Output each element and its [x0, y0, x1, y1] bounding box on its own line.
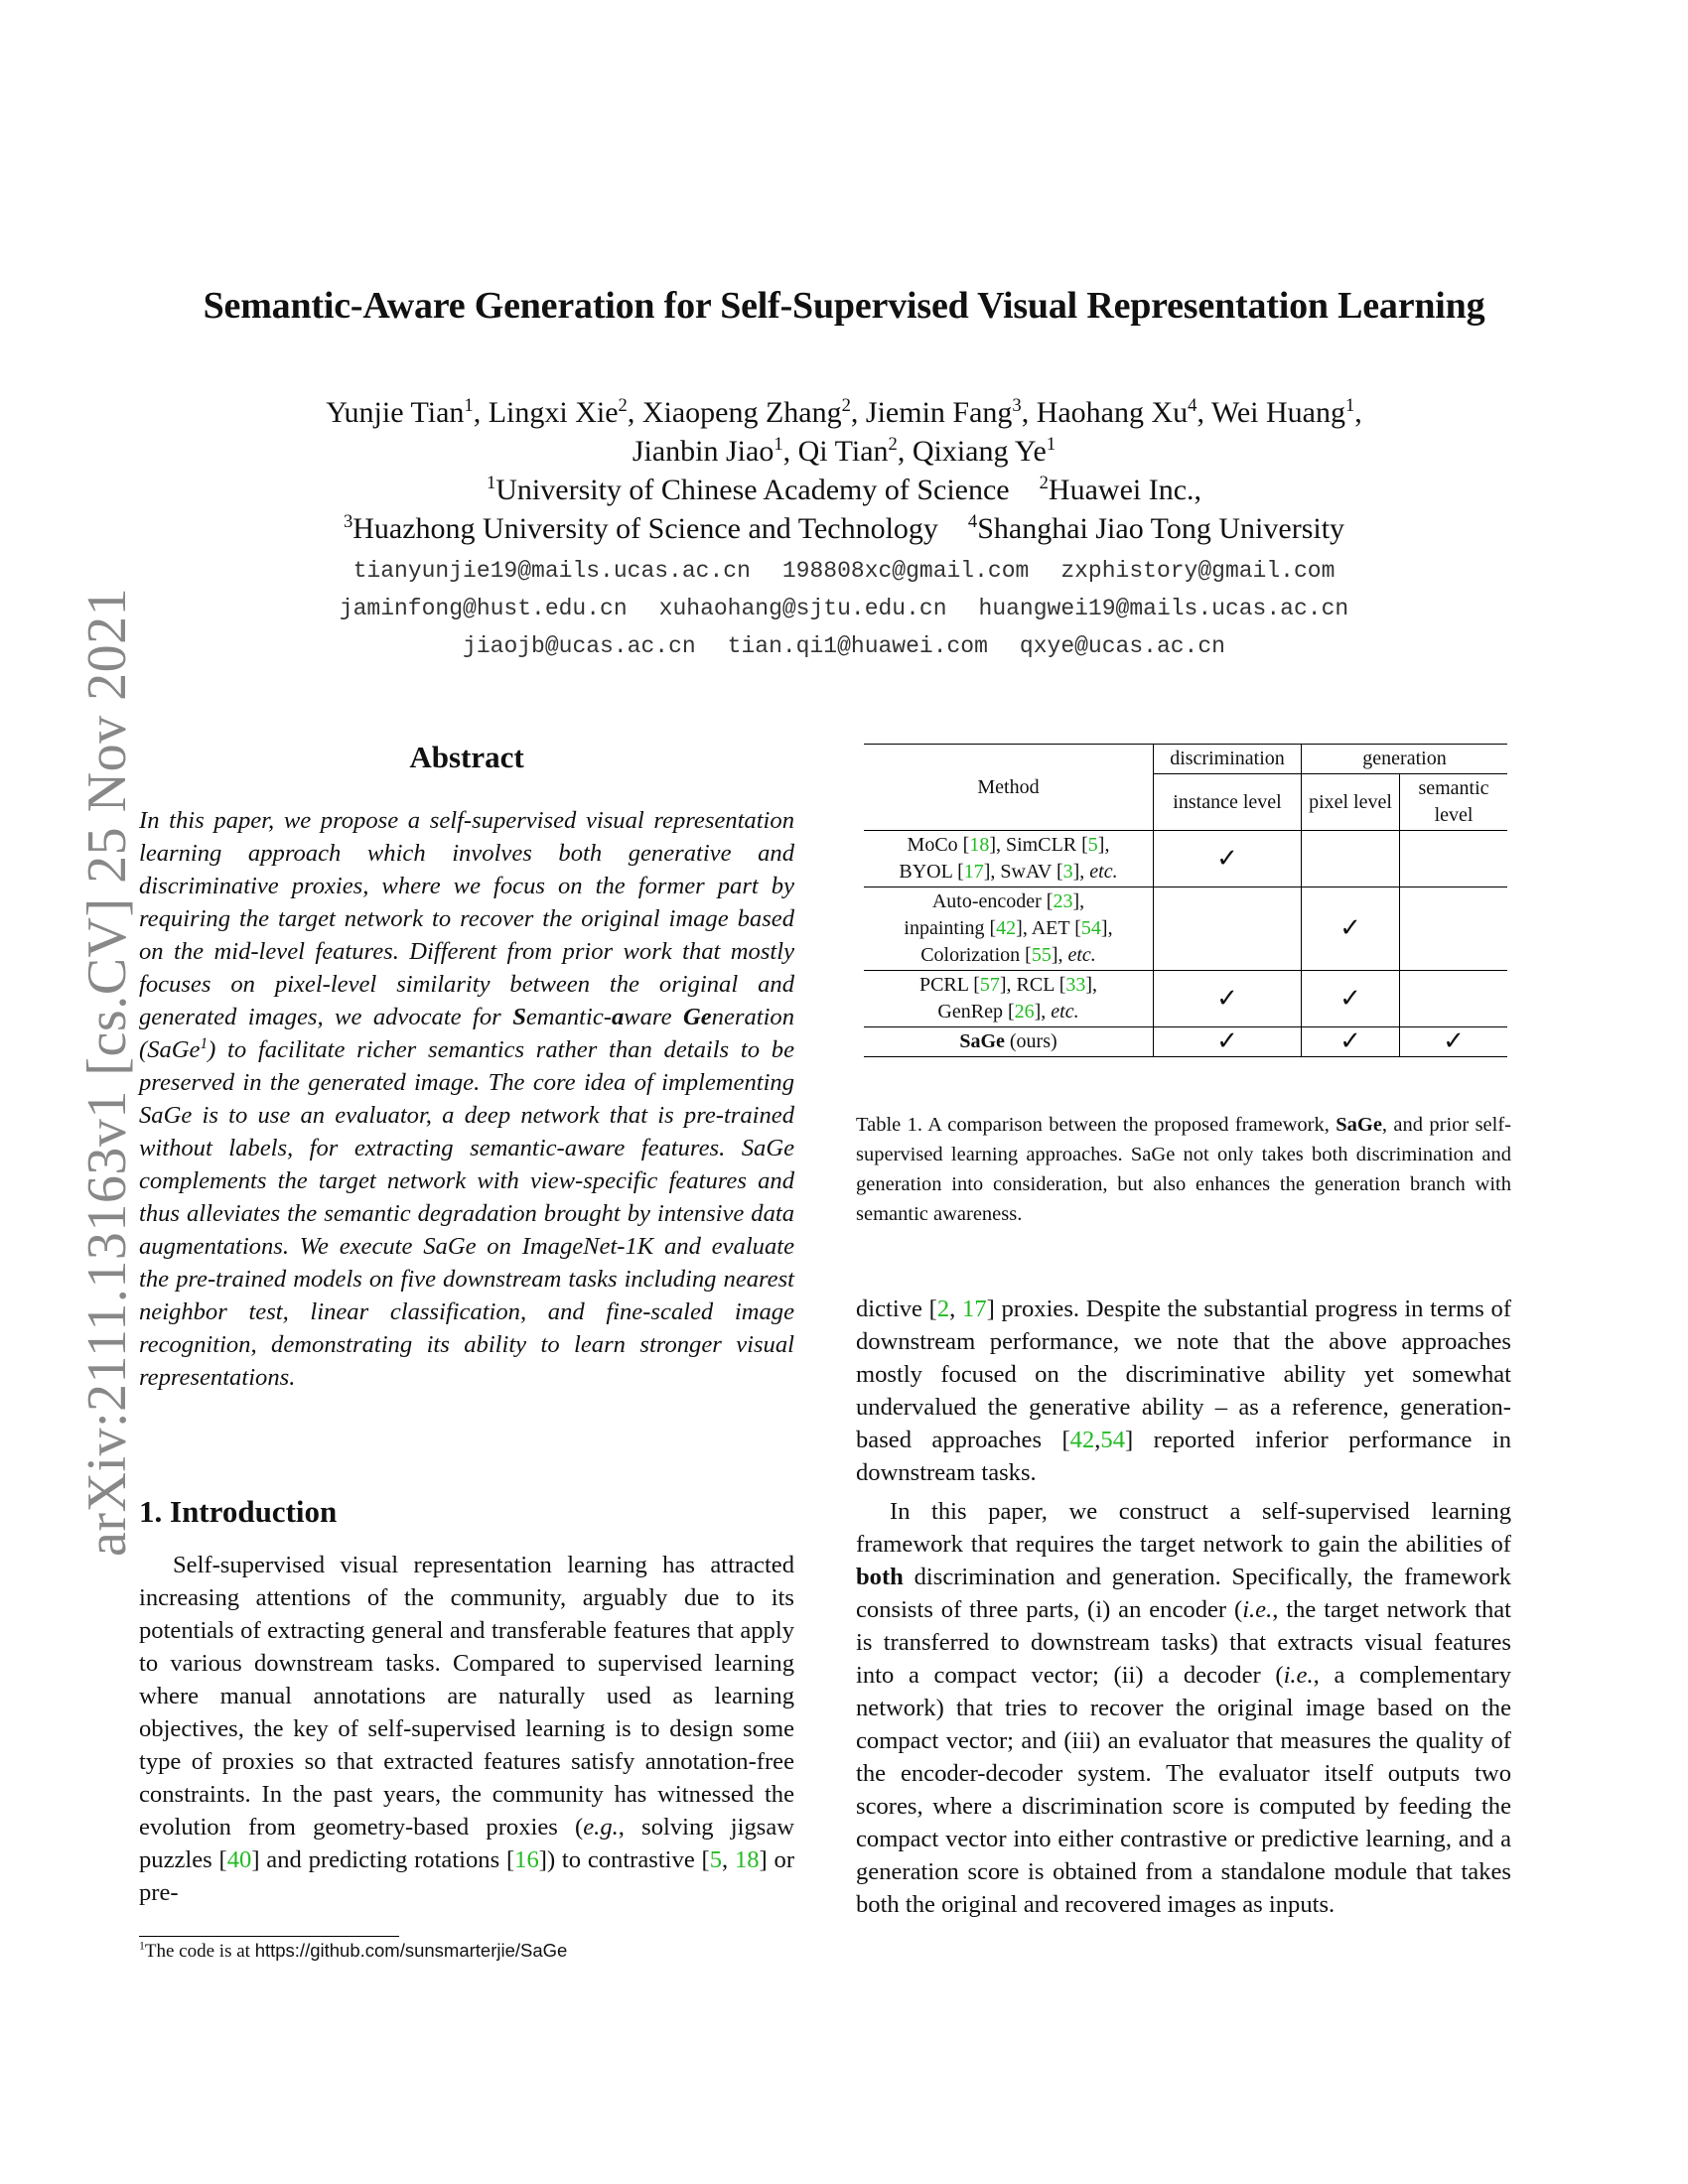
method-sage: SaGe: [959, 1030, 1005, 1052]
check-mark: ✓: [1443, 1026, 1465, 1056]
affiliation-sup: 1: [486, 473, 496, 493]
citation-link[interactable]: 16: [514, 1846, 539, 1873]
abstract-sage-bold: S: [512, 1004, 526, 1030]
citation-link[interactable]: 42: [996, 917, 1017, 939]
author-sup: 4: [1188, 395, 1197, 416]
email-address: jaminfong@hust.edu.cn: [339, 596, 628, 621]
footnote-url-link[interactable]: https://github.com/sunsmarterjie/SaGe: [254, 1940, 568, 1961]
abstract-text: neration (SaGe: [139, 1004, 794, 1063]
right-paragraph: dictive [2, 17] proxies. Despite the substantial progress in terms of downstream performance, we note that the above approaches mostly focused on the discriminative ability yet somewhat undervalued the generative ability – as a reference, generation-based approaches [42,54] reported inferior performance in downstream tasks.: [856, 1296, 1512, 1486]
body-bold: both: [856, 1564, 904, 1590]
citation-link[interactable]: 54: [1100, 1427, 1126, 1453]
check-mark: ✓: [1154, 1027, 1302, 1057]
abstract-sage-bold: a: [611, 1004, 625, 1030]
table-header-method: Method: [864, 745, 1154, 831]
table-subheader-instance: instance level: [1154, 774, 1302, 831]
method-text: Colorization [: [920, 944, 1032, 966]
method-text: ],: [1072, 861, 1090, 883]
body-text: ,: [949, 1296, 963, 1322]
author-name: Qixiang Ye: [912, 435, 1047, 468]
author-sup: 3: [1012, 395, 1022, 416]
method-text: GenRep [: [937, 1001, 1015, 1023]
intro-text: Self-supervised visual representation learning has attracted increasing attentions of the community, arguably due to its potentials of extracting general and transferable features that apply to various downstream tasks. Compared to supervised learning where manual annotations are naturally used as learning objectives, the key of self-supervised learning is to design some type of proxies so that extracted features satisfy annotation-free constraints. In the past years, the community has witnessed the evolution from geometry-based proxies (: [139, 1552, 794, 1841]
author-sup: 1: [1046, 434, 1056, 455]
method-text: (ours): [1004, 1030, 1057, 1052]
author-sup: 2: [618, 395, 628, 416]
affiliation-name: University of Chinese Academy of Science: [495, 474, 1010, 506]
table-header-discrimination: discrimination: [1154, 745, 1302, 774]
comparison-table: [864, 744, 1507, 1057]
intro-heading: 1. Introduction: [139, 1494, 338, 1529]
check-mark: ✓: [1302, 971, 1400, 1027]
abstract-sage-bold: Ge: [682, 1004, 712, 1030]
body-text: discrimination and generation. Specifically, the framework consists of three parts, (i) an encoder (: [856, 1564, 1511, 1623]
citation-link[interactable]: 17: [963, 861, 984, 883]
body-text: In this paper, we construct a self-supervised learning framework that requires the target network to gain the abilities of: [856, 1498, 1511, 1558]
footnote-marker: 1: [139, 1939, 145, 1953]
affiliation-name: Huawei Inc.,: [1048, 474, 1202, 506]
table-method-cell: [864, 971, 1154, 1027]
email-address: huangwei19@mails.ucas.ac.cn: [978, 596, 1349, 621]
intro-paragraph: [139, 1549, 794, 1909]
email-address: 198808xc@gmail.com: [781, 558, 1030, 584]
check-mark: ✓: [1154, 831, 1302, 887]
table-subheader-semantic: semantic level: [1418, 777, 1489, 826]
affiliation-line-2: [149, 509, 1539, 548]
table-row: [864, 1027, 1507, 1057]
body-abbrev: i.e.: [1242, 1596, 1273, 1623]
citation-link[interactable]: 55: [1031, 944, 1052, 966]
author-name: Jianbin Jiao: [632, 435, 774, 468]
method-text: ], RCL [: [999, 974, 1066, 996]
method-etc: etc.: [1067, 944, 1096, 966]
citation-link[interactable]: 33: [1065, 974, 1086, 996]
author-sup: 2: [841, 395, 851, 416]
table-row: [864, 887, 1507, 971]
email-address: xuhaohang@sjtu.edu.cn: [658, 596, 947, 621]
method-text: ],: [1072, 890, 1085, 912]
affiliation-name: Shanghai Jiao Tong University: [977, 512, 1345, 545]
citation-link[interactable]: 57: [979, 974, 1000, 996]
right-column-body: [856, 1293, 1511, 1921]
body-text: , the target network that is transferred to downstream tasks) that extracts visual features into a compact vector; (ii) a decoder (: [856, 1596, 1512, 1689]
arxiv-sidebar: [52, 544, 138, 1557]
method-text: PCRL [: [918, 974, 980, 996]
author-name: Yunjie Tian: [326, 396, 465, 429]
table-row: [864, 831, 1507, 887]
table-method-cell: [864, 1027, 1154, 1057]
caption-text: , and prior self-supervised learning approaches. SaGe not only takes both discrimination and generation into consideration, but also enhances the generation branch with semantic awareness.: [856, 1114, 1511, 1225]
email-address: tianyunjie19@mails.ucas.ac.cn: [352, 558, 751, 584]
citation-link[interactable]: 18: [969, 834, 990, 856]
intro-abbrev: e.g.: [583, 1814, 619, 1841]
author-sup: 2: [888, 434, 898, 455]
author-name: Jiemin Fang: [865, 396, 1013, 429]
method-text: Auto-encoder [: [931, 890, 1054, 912]
email-row-1: [149, 558, 1539, 584]
method-text: inpainting [: [904, 917, 997, 939]
table-method-cell: [864, 831, 1154, 887]
caption-sage: SaGe: [1336, 1114, 1382, 1136]
footnote: [139, 1940, 834, 1963]
author-sup: 1: [774, 434, 783, 455]
intro-text: , solving jigsaw puzzles [: [139, 1814, 794, 1873]
abstract-text: In this paper, we propose a self-supervised visual representation learning approach which involves both generative and discriminative proxies, where we focus on the former part by requiring the target network to recover the original image based on the mid-level features. Different from prior work that mostly focuses on pixel-level similarity between the original and generated images, we advocate for: [139, 807, 794, 1030]
method-text: ], SwAV [: [983, 861, 1063, 883]
author-name: Wei Huang: [1210, 396, 1345, 429]
email-address: jiaojb@ucas.ac.cn: [463, 633, 696, 659]
method-text: ], SimCLR [: [989, 834, 1088, 856]
body-abbrev: i.e.: [1283, 1662, 1314, 1689]
body-text: , a complementary network) that tries to recover the original image based on the compact vector; and (iii) an evaluator that measures the quality of the encoder-decoder system. The evaluator itself outputs two scores, where a discrimination score is computed by feeding the compact vector into either contrastive or predictive learning, and a generation score is obtained from a standalone module that takes both the original and recovered images as inputs.: [856, 1662, 1512, 1918]
method-text: ], AET [: [1016, 917, 1081, 939]
body-text: ] proxies. Despite the substantial progress in terms of downstream performance, we note that the above approaches mostly focused on the discriminative ability yet somewhat undervalued the generative ability – as a reference, generation-based approaches [: [856, 1296, 1512, 1453]
table-row: [864, 971, 1507, 1027]
method-etc: etc.: [1051, 1001, 1079, 1023]
method-text: ],: [1097, 834, 1110, 856]
method-text: BYOL [: [899, 861, 964, 883]
check-mark: ✓: [1302, 887, 1400, 971]
footnote-text: The code is at: [144, 1941, 255, 1962]
method-text: ],: [1034, 1001, 1052, 1023]
affiliation-name: Huazhong University of Science and Technology: [352, 512, 938, 545]
right-paragraph: [856, 1495, 1511, 1921]
method-text: ],: [1085, 974, 1098, 996]
body-text: dictive [: [856, 1296, 937, 1322]
check-mark: ✓: [1302, 1027, 1400, 1057]
citation-link[interactable]: 5: [709, 1846, 723, 1873]
citation-link[interactable]: 40: [226, 1846, 252, 1873]
body-text: ] reported inferior performance in downstream tasks.: [856, 1427, 1511, 1486]
abstract-heading: Abstract: [409, 740, 524, 774]
author-sup: 1: [464, 395, 474, 416]
arxiv-identifier: arXiv:2111.13163v1 [cs.CV] 25 Nov 2021: [76, 587, 138, 1557]
intro-text: ] and predicting rotations [: [251, 1846, 515, 1873]
citation-link[interactable]: 26: [1014, 1001, 1035, 1023]
paper-title: Semantic-Aware Generation for Self-Supervised Visual Representation Learning: [203, 285, 1485, 327]
citation-link[interactable]: 5: [1087, 834, 1098, 856]
table-caption: [856, 1110, 1511, 1229]
citation-link[interactable]: 18: [734, 1846, 760, 1873]
author-name: Haohang Xu: [1036, 396, 1189, 429]
citation-link[interactable]: 54: [1080, 917, 1101, 939]
citation-link[interactable]: 17: [962, 1296, 987, 1322]
author-line-2: Jianbin Jiao$^1$, Qi Tian$^2$, Qixiang Ye$^1$: [632, 434, 1056, 468]
affiliation-line-1: [149, 471, 1539, 509]
method-text: ],: [1051, 944, 1068, 966]
method-text: MoCo [: [907, 834, 970, 856]
intro-text: ] or pre-: [139, 1846, 795, 1906]
check-mark: ✓: [1154, 971, 1302, 1027]
table-subheader-pixel: pixel level: [1302, 774, 1400, 831]
citation-link[interactable]: 2: [936, 1296, 950, 1322]
email-address: qxye@ucas.ac.cn: [1019, 633, 1225, 659]
intro-text: ]) to contrastive [: [538, 1846, 710, 1873]
citation-link[interactable]: 23: [1053, 890, 1073, 912]
email-address: tian.qi1@huawei.com: [727, 633, 988, 659]
author-sup: 1: [1344, 395, 1355, 416]
table-header-generation: generation: [1302, 745, 1508, 774]
citation-link[interactable]: 42: [1069, 1427, 1095, 1453]
caption-text: Table 1. A comparison between the proposed framework,: [856, 1114, 1336, 1136]
abstract-text: ) to facilitate richer semantics rather than details to be preserved in the generated image. The core idea of implementing SaGe is to use an evaluator, a deep network that is pre-trained without labels, for extracting semantic-aware features. SaGe complements the target network with view-specific features and thus alleviates the semantic degradation brought by intensive data augmentations. We execute SaGe on ImageNet-1K and evaluate the pre-trained models on five downstream tasks including nearest neighbor test, linear classification, and fine-scaled image recognition, demonstrating its ability to learn stronger visual representations.: [139, 1036, 794, 1391]
footnote-marker: 1: [200, 1034, 209, 1052]
method-text: ],: [1100, 917, 1113, 939]
email-row-3: [149, 633, 1539, 659]
intro-text: ,: [722, 1846, 735, 1873]
email-row-2: [149, 596, 1539, 621]
affiliation-sup: 2: [1039, 473, 1049, 493]
author-name: Lingxi Xie: [488, 396, 619, 429]
method-etc: etc.: [1089, 861, 1118, 883]
author-name: Qi Tian: [797, 435, 889, 468]
author-name: Xiaopeng Zhang: [641, 396, 842, 429]
footnote-divider: [139, 1936, 399, 1937]
abstract-text: emantic-: [525, 1004, 612, 1030]
author-line-1: Yunjie Tian$^1$, Lingxi Xie$^2$, Xiaopeng Zhang$^2$, Jiemin Fang$^3$, Haohang Xu$^4$, Wei Huang$^1$,: [326, 395, 1362, 429]
email-address: zxphistory@gmail.com: [1060, 558, 1336, 584]
citation-link[interactable]: 3: [1062, 861, 1073, 883]
abstract-body: [139, 804, 794, 1394]
affiliation-sup: 3: [343, 511, 353, 532]
affiliation-sup: 4: [967, 511, 978, 532]
abstract-text: ware: [624, 1004, 683, 1030]
table-method-cell: [864, 887, 1154, 971]
intro-body: [139, 1549, 794, 1909]
